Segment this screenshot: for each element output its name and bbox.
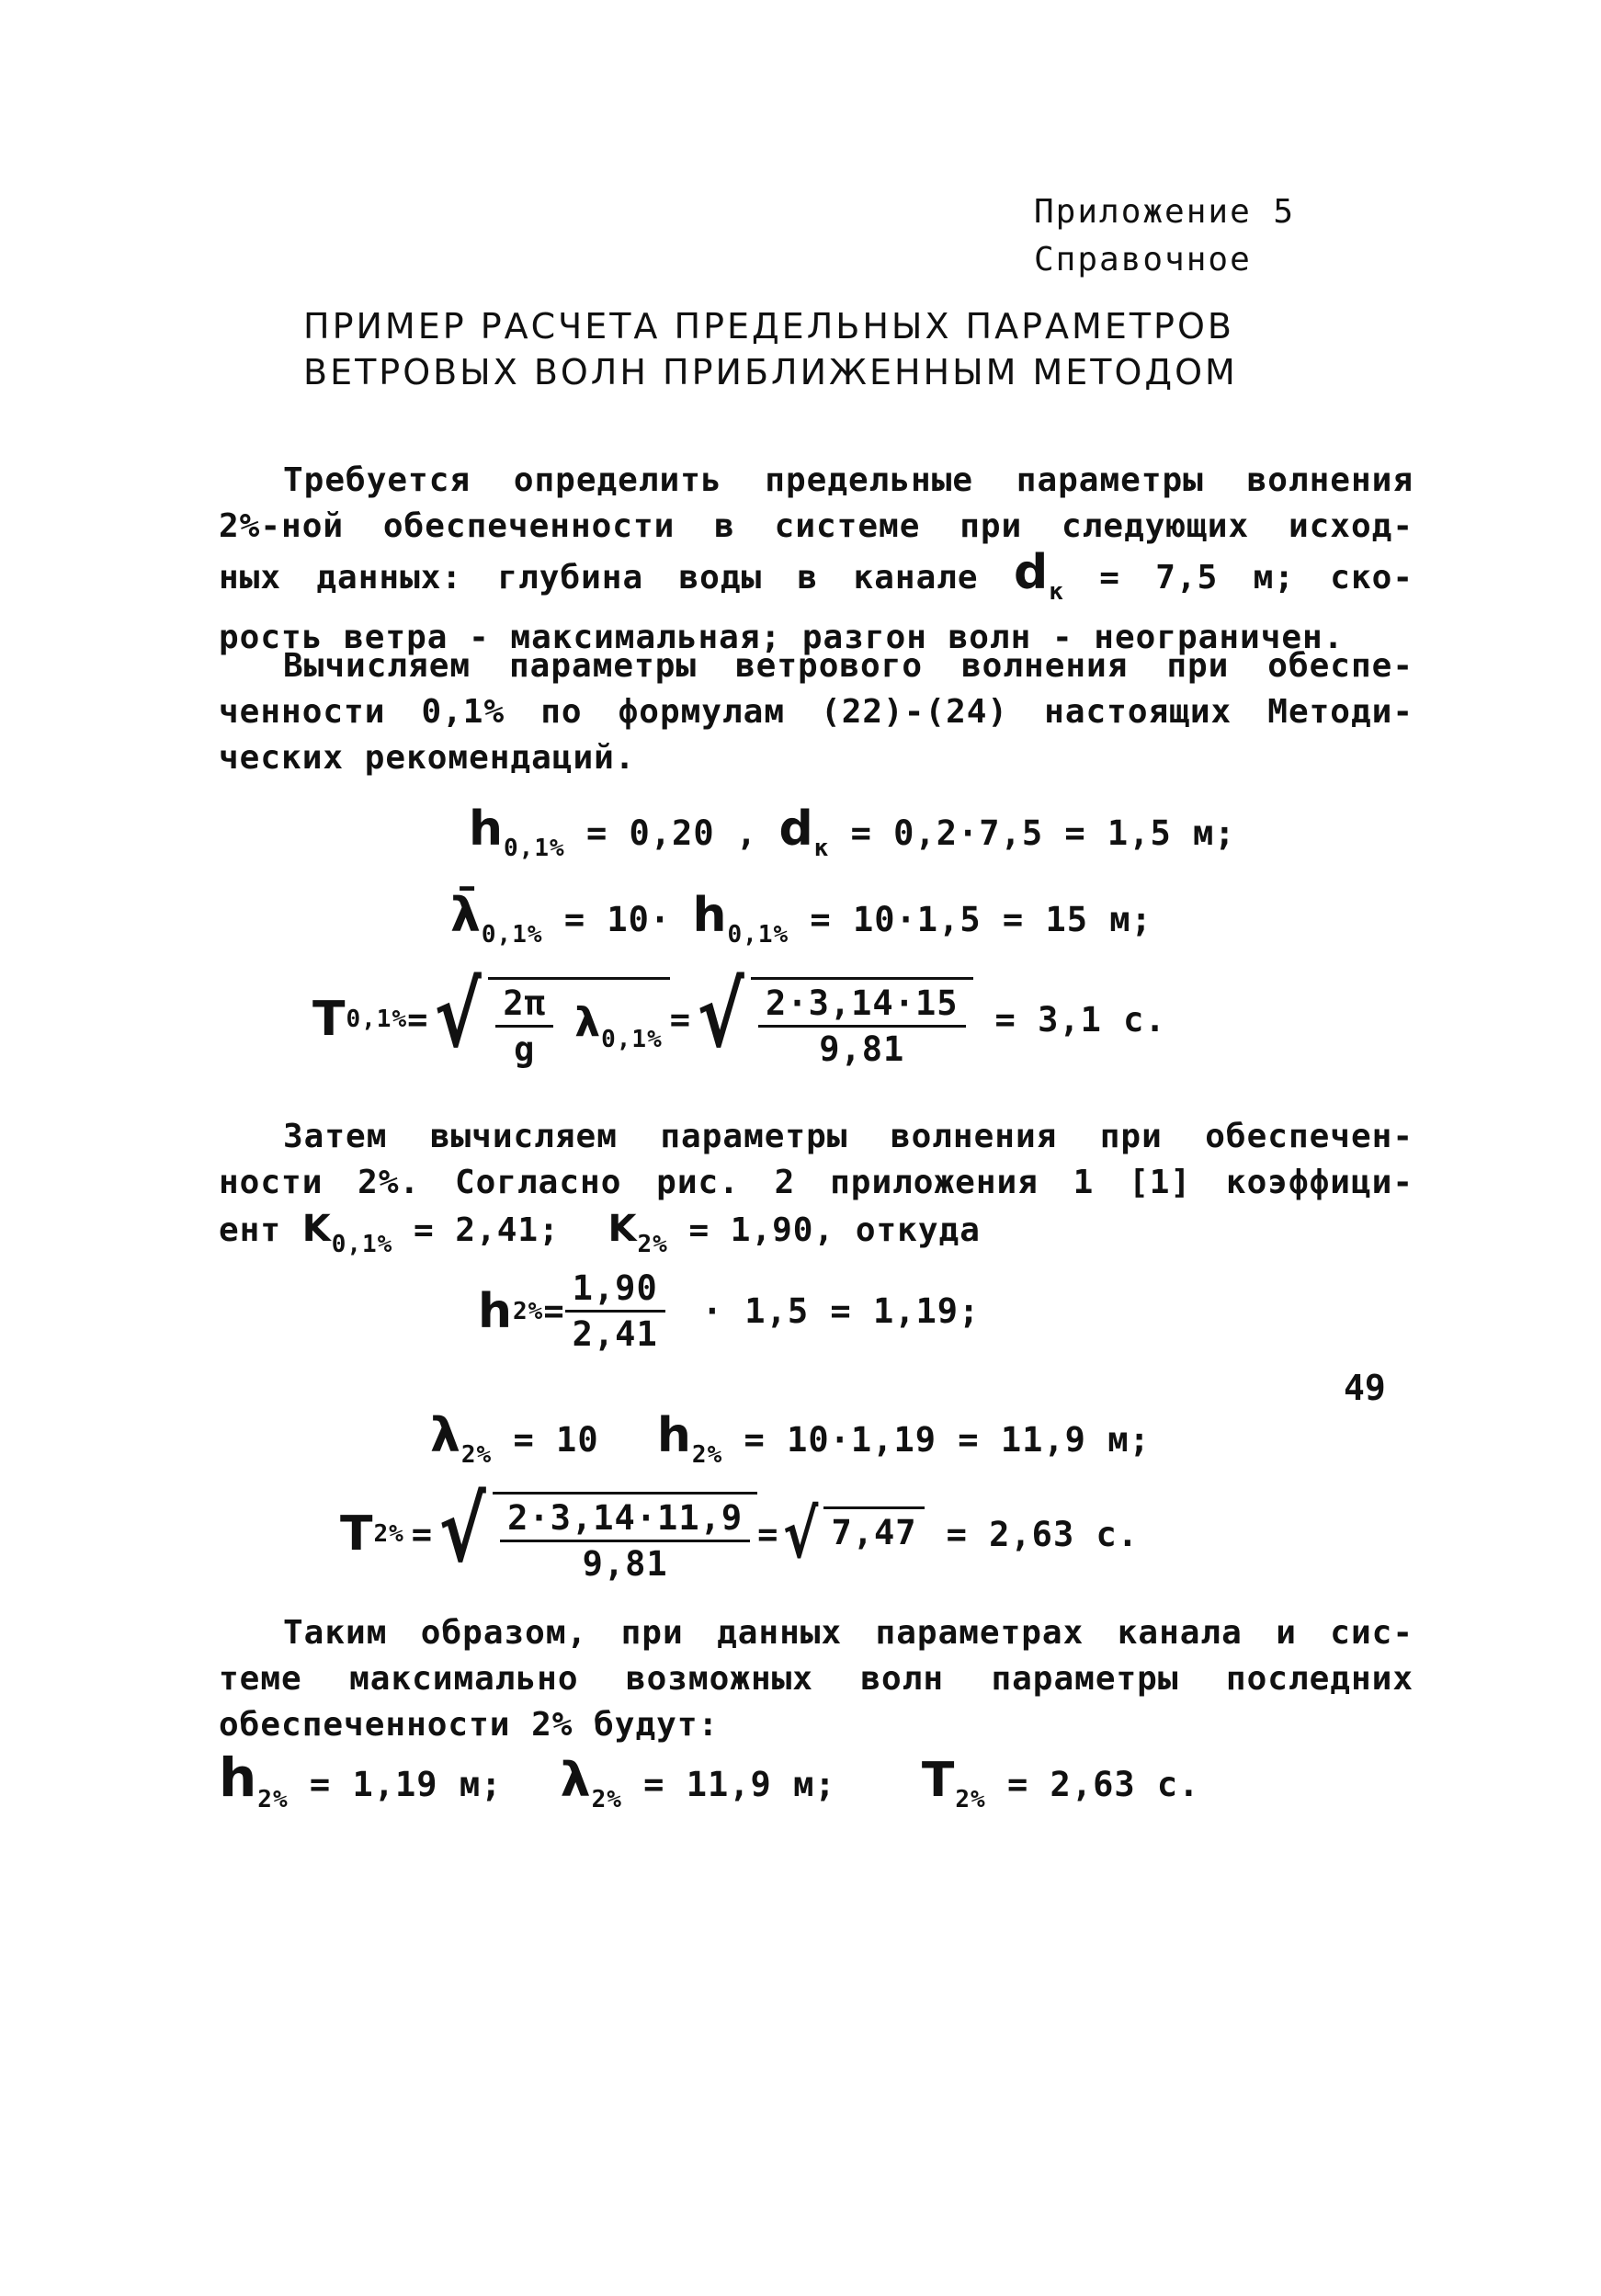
denominator: 9,81 <box>582 1544 668 1584</box>
numerator: 1,90 <box>565 1268 665 1313</box>
lambda-symbol: λ̄ <box>450 888 482 943</box>
reference-label: Справочное <box>1034 241 1252 278</box>
radicand <box>488 977 669 1069</box>
square-root <box>433 1479 757 1584</box>
equation-period-2 <box>340 1479 1140 1584</box>
t-symbol: T <box>921 1753 956 1808</box>
paragraph-line: обеспеченности 2% будут: <box>219 1706 720 1744</box>
paragraph-line: Вычисляем параметры ветрового волнения при обеспе- <box>283 647 1414 685</box>
equals-sign: = <box>669 999 692 1040</box>
lambda-symbol: λ <box>560 1753 592 1808</box>
equation-wave-height-2 <box>478 1268 980 1354</box>
paragraph-line: теме максимально возможных волн параметры последних <box>219 1660 1414 1698</box>
lambda-symbol: λ <box>430 1408 461 1463</box>
fraction <box>495 983 553 1069</box>
paragraph-line: ченности 0,1% по формулам (22)-(24) настоящих Методи- <box>219 693 1414 731</box>
lambda-symbol: λ <box>574 999 602 1046</box>
equation-wavelength-2 <box>430 1408 1151 1469</box>
radical-icon: √ <box>697 964 745 1067</box>
subscript: 2% <box>637 1231 668 1258</box>
fraction <box>758 983 965 1069</box>
paragraph-4 <box>219 1610 1414 1748</box>
page-number: 49 <box>1344 1368 1386 1408</box>
paragraph-1 <box>219 458 1414 661</box>
d-symbol: d <box>778 801 814 857</box>
equation-text: = 0,2·7,5 = 1,5 м; <box>850 813 1236 853</box>
result-value: = 11,9 м; <box>643 1765 836 1804</box>
equation-wave-height-01 <box>469 801 1236 862</box>
denominator: 9,81 <box>819 1029 905 1069</box>
subscript: 0,1% <box>601 1026 663 1053</box>
h-symbol: h <box>469 801 505 857</box>
paragraph-2 <box>219 643 1414 781</box>
radical-icon: √ <box>783 1495 820 1573</box>
text-fragment: = 1,90, откуда <box>688 1211 981 1249</box>
subscript: 2% <box>513 1297 544 1325</box>
equation-text: = 10· <box>563 900 672 939</box>
paragraph-line: Требуется определить предельные параметры волнения <box>283 461 1414 499</box>
equation-wavelength-01 <box>450 888 1152 949</box>
subscript: 2% <box>955 1786 986 1813</box>
text-fragment: ных данных: глубина воды в канале <box>219 559 979 597</box>
radicand <box>493 1492 757 1584</box>
t-symbol: T <box>312 992 346 1047</box>
equation-text: = 0,20 , <box>585 813 758 853</box>
depth-subscript: к <box>1049 578 1064 606</box>
paragraph-line: Таким образом, при данных параметрах канала и сис- <box>283 1614 1414 1652</box>
radicand-value: 7,47 <box>831 1513 917 1552</box>
square-root <box>691 964 973 1069</box>
equals-sign: = <box>757 1514 779 1554</box>
paragraph-line: рость ветра - максимальная; разгон волн - неограничен. <box>219 619 1345 656</box>
h-symbol: h <box>656 1408 692 1463</box>
equals-sign: = <box>411 1514 434 1554</box>
subscript: 0,1% <box>346 1006 408 1033</box>
result-value: = 2,63 с. <box>1007 1765 1200 1804</box>
paragraph-line: Затем вычисляем параметры волнения при обеспечен- <box>283 1118 1414 1155</box>
equation-text: · 1,5 = 1,19; <box>701 1291 981 1331</box>
h-symbol: h <box>219 1746 258 1809</box>
paragraph-line: ности 2%. Согласно рис. 2 приложения 1 [1] коэффици- <box>219 1164 1414 1201</box>
denominator: 2,41 <box>572 1314 658 1354</box>
subscript: 0,1% <box>481 921 543 949</box>
equals-sign: = <box>543 1291 565 1331</box>
paragraph-line: ческих рекомендаций. <box>219 739 636 777</box>
equation-result: = 2,63 с. <box>946 1514 1140 1554</box>
appendix-label: Приложение 5 <box>1034 193 1296 231</box>
depth-symbol: d <box>1013 545 1050 600</box>
radical-icon: √ <box>438 1479 487 1582</box>
equation-text: = 10·1,19 = 11,9 м; <box>744 1420 1151 1460</box>
subscript: 2% <box>460 1441 493 1469</box>
text-fragment: = 2,41; <box>414 1211 560 1249</box>
radicand <box>823 1506 924 1569</box>
k-symbol: K <box>301 1208 332 1250</box>
denominator: g <box>514 1029 536 1069</box>
square-root <box>428 964 669 1069</box>
subscript: 2% <box>257 1786 289 1813</box>
subscript: к <box>813 835 830 862</box>
equation-period-01 <box>312 964 1166 1069</box>
equation-text: = 10·1,5 = 15 м; <box>810 900 1152 939</box>
subscript: 0,1% <box>727 921 789 949</box>
equation-text: = 10 <box>513 1420 599 1460</box>
equation-result: = 3,1 с. <box>994 999 1166 1040</box>
text-fragment: ент <box>219 1211 282 1249</box>
final-results <box>219 1746 1199 1813</box>
t-symbol: T <box>340 1506 374 1562</box>
square-root <box>778 1495 924 1573</box>
numerator: 2·3,14·11,9 <box>500 1498 750 1542</box>
paragraph-line: 2%-ной обеспеченности в системе при следующих исход- <box>219 507 1414 545</box>
paragraph-line <box>219 1206 1414 1267</box>
h-symbol: h <box>692 888 728 943</box>
subscript: 0,1% <box>504 835 565 862</box>
paragraph-line <box>219 545 1414 615</box>
subscript: 2% <box>691 1441 723 1469</box>
numerator: 2·3,14·15 <box>758 983 965 1028</box>
fraction <box>565 1268 665 1354</box>
text-fragment: = 7,5 м; ско- <box>1099 559 1414 597</box>
page-title-line-2: ВЕТРОВЫХ ВОЛН ПРИБЛИЖЕННЫМ МЕТОДОМ <box>303 352 1238 392</box>
paragraph-3 <box>219 1114 1414 1267</box>
equals-sign: = <box>407 999 429 1040</box>
subscript: 2% <box>373 1520 404 1548</box>
page-title-line-1: ПРИМЕР РАСЧЕТА ПРЕДЕЛЬНЫХ ПАРАМЕТРОВ <box>303 306 1234 347</box>
result-value: = 1,19 м; <box>309 1765 503 1804</box>
subscript: 0,1% <box>331 1231 393 1258</box>
radicand <box>751 977 972 1069</box>
h-symbol: h <box>478 1283 514 1339</box>
k-symbol: K <box>607 1208 638 1250</box>
subscript: 2% <box>591 1786 622 1813</box>
fraction <box>500 1498 750 1584</box>
numerator: 2π <box>495 983 553 1028</box>
radical-icon: √ <box>434 964 483 1067</box>
